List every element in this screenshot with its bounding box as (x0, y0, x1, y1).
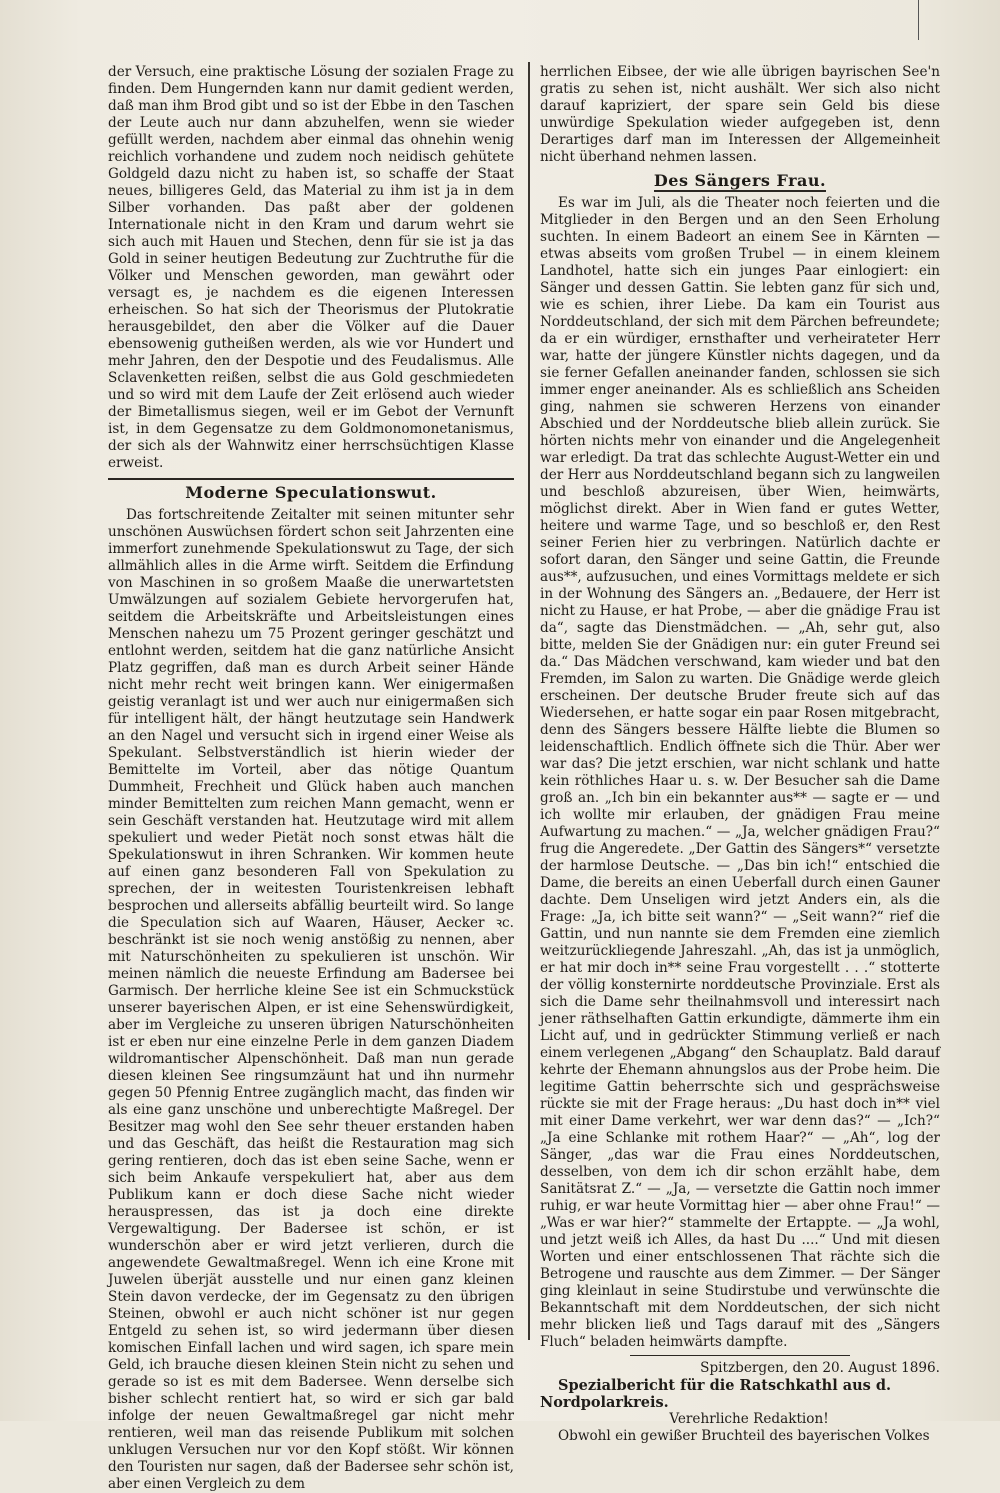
article-heading-speculation: Moderne Speculationswut. (108, 478, 514, 501)
singer-story-body: Es war im Juli, als die Theater noch feierten und die Mitglieder in den Bergen und an den Seen Erholung suchten. In einem Badeort an einem See in Kärnten — etwas abseits vom großen Trubel — in einem kleinem Landhotel, hatte sich ein junges Paar einlogiert: ein Sänger und dessen Gattin. Sie lebten ganz für sich und, wie es schien, ihrer Liebe. Da kam ein Tourist aus Norddeutschland, der sich mit dem Pärchen befreundete; da er ein würdiger, ernsthafter und verheirateter Herr war, hatte der jüngere Künstler nichts dagegen, und da sie ferner Gefallen aneinander fanden, schlossen sie sich immer enger aneinander. Als es schließlich ans Scheiden ging, nahmen sie schweren Herzens von einander Abschied und der Norddeutsche blieb allein zurück. Sie hörten nichts mehr von einander und die Angelegenheit war erledigt. Da trat das schlechte August-Wetter ein und der Herr aus Norddeutschland begann sich zu langweilen und beschloß abzureisen, über Wien, heimwärts, möglichst direkt. Aber in Wien fand er gutes Wetter, heitere und warme Tage, und so beschloß er, den Rest seiner Ferien hier zu verbringen. Natürlich dachte er sofort daran, den Sänger und seine Gattin, die Freunde aus**, aufzusuchen, und eines Vormittags meldete er sich in der Wohnung des Sängers an. „Bedauere, der Herr ist nicht zu Hause, er hat Probe, — aber die gnädige Frau ist da“, sagte das Dienstmädchen. — „Ah, sehr gut, also bitte, melden Sie der Gnädigen nur: ein guter Freund sei da.“ Das Mädchen verschwand, kam wieder und bat den Fremden, im Salon zu warten. Die Gnädige werde gleich erscheinen. Der deutsche Bruder freute sich auf das Wiedersehen, er hatte sogar ein paar Rosen mitgebracht, denn des Sängers bessere Hälfte liebte die Blumen so leidenschaftlich. Endlich öffnete sich die Thür. Aber wer war das? Die jetzt erschien, war nicht schlank und hatte kein röthliches Haar u. s. w. Der Besucher sah die Dame groß an. „Ich bin ein bekannter aus** — sagte er — und ich wollte mir erlauben, der gnädigen Frau meine Aufwartung zu machen.“ — „Ja, welcher gnädigen Frau?“ frug die Angeredete. „Der Gattin des Sängers*“ versetzte der harmlose Deutsche. — „Das bin ich!“ entschied die Dame, die bereits an einen Ueberfall durch einen Gauner dachte. Dem Unseligen wird jetzt Anders ein, als die Frage: „Ja, ich bitte seit wann?“ — „Seit wann?“ rief die Gattin, und nun nannte sie dem Fremden eine ziemlich weitzurückliegende Jahreszahl. „Ah, das ist ja unmöglich, er hat mir doch in** seine Frau vorgestellt . . .“ stotterte der völlig konsternirte norddeutsche Provinziale. Erst als sich die Dame sehr theilnahmsvoll und interessirt nach jener räthselhaften Gattin erkundigte, dämmerte ihm ein Licht auf, und in gedrückter Stimmung verließ er nach einem verlegenen „Abgang“ den Schauplatz. Bald darauf kehrte der Ehemann ahnungslos aus der Probe heim. Die legitime Gattin beherrschte sich und gesprächsweise rückte sie mit der Frage heraus: „Du hast doch in** viel mit einer Dame verkehrt, wer war denn das?“ — „Ich?“ „Ja eine Schlanke mit rothem Haar?“ — „Ah“, log der Sänger, „das war die Frau eines Norddeutschen, desselben, von dem ich dir schon erzählt habe, dem Sanitätsrat Z.“ — „Ja, — versetzte die Gattin noch immer ruhig, er war heute Vormittag hier — aber ohne Frau!“ — „Was er war hier?“ stammelte der Ertappte. — „Ja wohl, und jetzt weiß ich Alles, da hast Du ....“ Und mit diesen Worten und einer entschlossenen That rächte sich die Betrogene und rauschte aus dem Zimmer. — Der Sänger ging kleinlaut in seine Studirstube und verwünschte die Bekanntschaft mit dem Norddeutschen, der sich nicht mehr blicken ließ und Tags darauf mit des „Sängers Fluch“ beladen heimwärts dampfte. (540, 195, 940, 1350)
article-heading-singer (540, 172, 940, 189)
report-opening: Obwohl ein gewißer Bruchteil des bayerischen Volkes (558, 1428, 930, 1444)
speculation-article-body: Das fortschreitende Zeitalter mit seinen mitunter sehr unschönen Auswüchsen fördert schon seit Jahrzenten eine immerfort zunehmende Spekulationswut zu Tage, der sich allmählich alles in die Arme wirft. Seitdem die Erfindung von Maschinen in so großem Maaße die unerwartetsten Umwälzungen auf sozialem Gebiete hervorgerufen hat, seitdem die Arbeitskräfte und Arbeitsleistungen eines Menschen nahezu um 75 Prozent geringer geschätzt und entlohnt werden, seitdem hat die ganz natürliche Ansicht Platz gegriffen, daß man es durch Arbeit seiner Hände nicht mehr recht weit bringen kann. Wer einigermaßen geistig veranlagt ist und wer auch nur einigermaßen sich für intelligent hält, der hängt heutzutage sein Handwerk an den Nagel und versucht sich in irgend einer Weise als Spekulant. Selbstverständlich ist hierin wieder der Bemittelte im Vorteil, aber das nötige Quantum Dummheit, Frechheit und Glück haben auch manchen minder Bemittelten zum reichen Mann gemacht, wenn er sein Geschäft verstanden hat. Heutzutage wird mit allem spekuliert und weder Pietät noch sonst etwas hält die Spekulationswut in ihren Schranken. Wir kommen heute auf einen ganz besonderen Fall von Spekulation zu sprechen, der in weitesten Touristenkreisen lebhaft besprochen und allerseits abfällig beurteilt wird. So lange die Speculation sich auf Waaren, Häuser, Aecker ꝛc. beschränkt ist sie noch wenig anstößig zu nennen, aber mit Naturschönheiten zu spekulieren ist unschön. Wir meinen nämlich die neueste Erfindung am Badersee bei Garmisch. Der herrliche kleine See ist ein Schmuckstück unserer bayerischen Alpen, er ist eine Sehenswürdigkeit, aber im Vergleiche zu unseren übrigen Naturschönheiten ist er eben nur eine einzelne Perle in dem ganzen Diadem wildromantischer Alpenschönheit. Daß man nun gerade diesen kleinen See ringsumzäunt hat und ihn nurmehr gegen 50 Pfennig Entree zugänglich macht, das finden wir als eine ganz unschöne und unberechtigte Maßregel. Der Besitzer mag wohl den See sehr theuer erstanden haben und das Geschäft, das heißt die Restauration mag sich gering rentieren, doch das ist eben seine Sache, wenn er sich beim Ankaufe verspekuliert hat, aber aus dem Publikum kann er doch diese Sache nicht wieder herauspressen, das ist ja doch eine direkte Vergewaltigung. Der Badersee ist schön, er ist wunderschön aber er wird jetzt verlieren, durch die angewendete Gewaltmaßregel. Wenn ich eine Krone mit Juwelen überjät ausstelle und nur einen ganz kleinen Stein davon verdecke, der im Gegensatz zu den übrigen Steinen, obwohl er auch nicht schöner ist nur gegen Entgeld zu sehen ist, so wird jedermann über diesen komischen Einfall lachen und wird sagen, ich spare mein Geld, ich brauche diesen kleinen Stein nicht zu sehen und gerade so ist es mit dem Badersee. Wenn derselbe sich bisher schlecht rentiert hat, so wird er sich gar bald infolge der neuen Gewaltmaßregel gar nicht mehr rentieren, weil man das reisende Publikum mit solchen unklugen Versuchen nur vor den Kopf stößt. Wir können den Touristen nur sagen, daß der Badersee sehr schön ist, aber einen Vergleich zu dem (108, 507, 514, 1492)
singer-heading-text: Des Sängers Frau. (653, 171, 827, 190)
special-report-heading: Spezialbericht für die Ratschkathl aus d. Nordpolarkreis. (540, 1377, 892, 1411)
left-column (108, 64, 514, 1493)
speculation-continuation: herrlichen Eibsee, der wie alle übrigen bayrischen See'n gratis zu sehen ist, nicht aushält. Wer sich also nicht darauf kapriziert, der spare sein Geld bis diese unwürdige Spekulation wieder aufgegeben ist, denn Derartiges darf man im Interessen der Allgemeinheit nicht überhand nehmen lassen. (540, 64, 940, 165)
intro-paragraph: der Versuch, eine praktische Lösung der sozialen Frage zu finden. Dem Hungernden kann nur damit gedient werden, daß man ihm Brod gibt und so ist der Ebbe in den Taschen der Leute auch nur dann abzuhelfen, wenn sie wieder gefüllt werden, nachdem aber einmal das ohnehin wenig reichlich vorhandene und zudem noch neidisch gehütete Goldgeld dazu nicht zu haben ist, so schaffe der Staat neues, billigeres Geld, das Material zu ihm ist ja in dem Silber vorhanden. Das paßt aber der goldenen Internationale nicht in den Kram und darum wehrt sie sich auch mit Hauen und Stechen, denn für sie ist ja das Gold in seiner heutigen Bedeutung zur Zuchtruthe für die Völker und Menschen geworden, man gewährt oder versagt es, je nachdem es die eigenen Interessen erheischen. So hat sich der Theorismus der Plutokratie herausgebildet, den aber die Völker auf die Dauer ebensowenig gutheißen werden, als wie vor Hundert und mehr Jahren, den der Despotie und des Feudalismus. Alle Sclavenketten reißen, selbst die aus Gold geschmiedeten und so wird mit dem Laufe der Zeit erlösend auch wieder der Bimetallismus siegen, weil er im Gebot der Vernunft ist, in dem Gegensatze zu dem Goldmonomonetanismus, der sich als der Wahnwitz einer herrschsüchtigen Klasse erweist. (108, 64, 514, 471)
story-end-rule (630, 1355, 850, 1356)
salutation: Verehrliche Redaktion! (669, 1411, 829, 1427)
right-column (540, 64, 940, 1445)
column-divider (528, 62, 530, 1340)
page-edge-line (918, 0, 919, 40)
dateline: Spitzbergen, den 20. August 1896. (700, 1360, 940, 1376)
